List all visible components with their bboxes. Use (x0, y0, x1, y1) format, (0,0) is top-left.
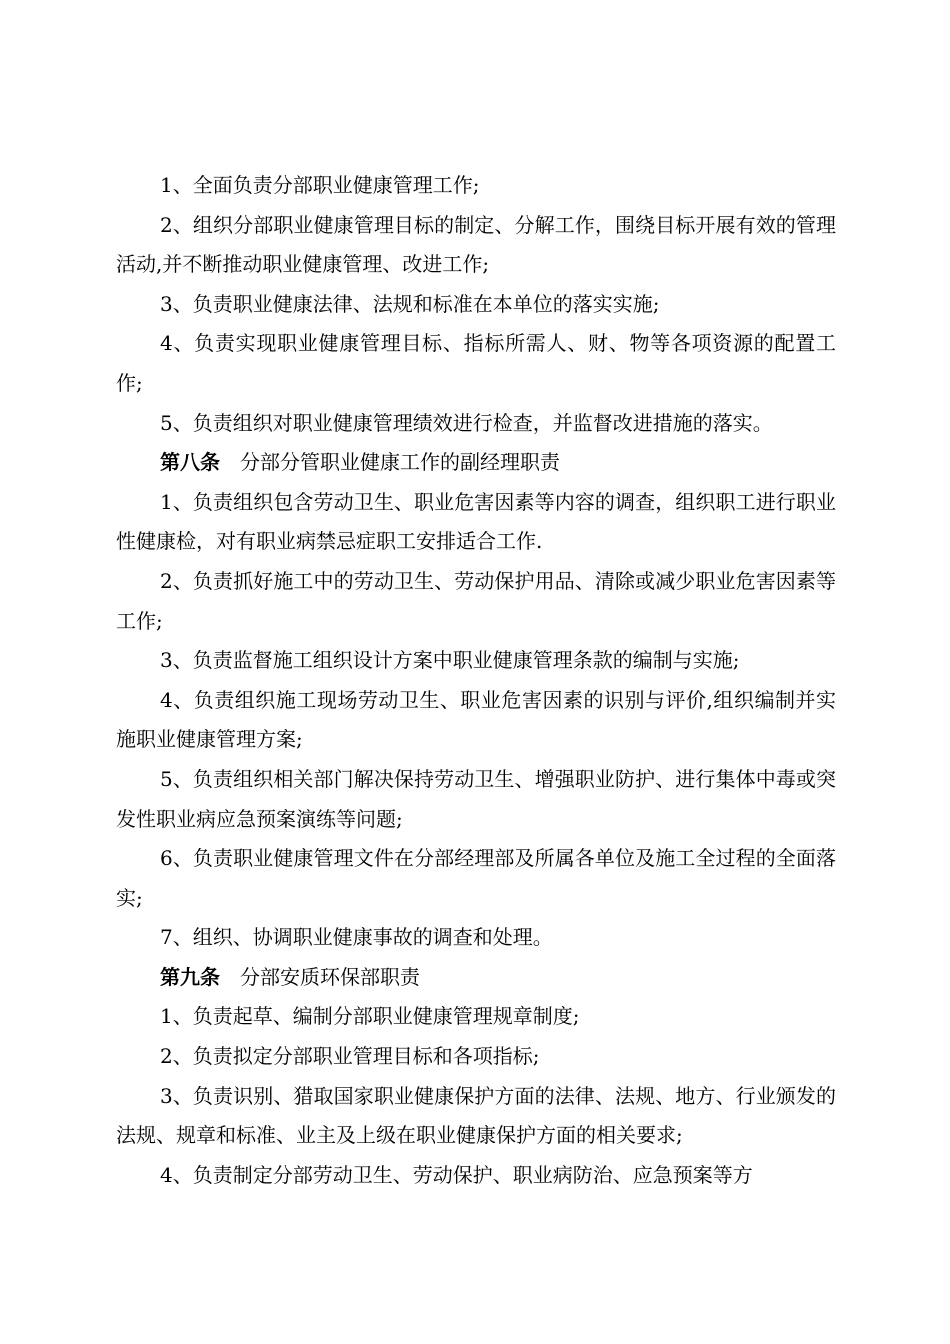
paragraph-4: 4、负责实现职业健康管理目标、指标所需人、财、物等各项资源的配置工作; (116, 331, 836, 395)
paragraph-10: 5、负责组织相关部门解决保持劳动卫生、增强职业防护、进行集体中毒或突发性职业病应急预案演练等问题; (116, 766, 836, 831)
paragraph-9: 4、负责组织施工现场劳动卫生、职业危害因素的识别与评价,组织编制并实施职业健康管理方案; (116, 687, 836, 752)
document-body (116, 166, 836, 1195)
paragraph-1: 1、全面负责分部职业健康管理工作; (160, 173, 480, 197)
paragraph-11: 6、负责职业健康管理文件在分部经理部及所属各单位及施工全过程的全面落实; (116, 846, 836, 910)
paragraph-6: 1、负责组织包含劳动卫生、职业危害因素等内容的调查，组织职工进行职业性健康检，对有职业病禁忌症职工安排适合工作. (116, 489, 836, 554)
paragraph-14: 2、负责拟定分部职业管理目标和各项指标; (160, 1044, 540, 1069)
paragraph-15: 3、负责识别、猎取国家职业健康保护方面的法律、法规、地方、行业颁发的法规、规章和标准、业主及上级在职业健康保护方面的相关要求; (116, 1083, 836, 1148)
article-9-heading (116, 958, 836, 998)
paragraph-8: 3、负责监督施工组织设计方案中职业健康管理条款的编制与实施; (160, 648, 740, 673)
paragraph-12: 7、组织、协调职业健康事故的调查和处理。 (160, 925, 553, 950)
article-title: 分部分管职业健康工作的副经理职责 (240, 450, 560, 475)
paragraph-2: 2、组织分部职业健康管理目标的制定、分解工作，围绕目标开展有效的管理活动,并不断推动职业健康管理、改进工作; (116, 212, 836, 277)
paragraph-5: 5、负责组织对职业健康管理绩效进行检查，并监督改进措施的落实。 (160, 410, 773, 435)
paragraph-16: 4、负责制定分部劳动卫生、劳动保护、职业病防治、应急预案等方 (160, 1162, 753, 1187)
article-8-heading (116, 443, 836, 483)
paragraph-3: 3、负责职业健康法律、法规和标准在本单位的落实实施; (160, 291, 660, 316)
article-number: 第九条 (160, 964, 220, 989)
article-number: 第八条 (160, 450, 220, 475)
article-title: 分部安质环保部职责 (240, 964, 420, 989)
paragraph-13: 1、负责起草、编制分部职业健康管理规章制度; (160, 1004, 580, 1029)
paragraph-7: 2、负责抓好施工中的劳动卫生、劳动保护用品、清除或减少职业危害因素等工作; (116, 568, 836, 633)
